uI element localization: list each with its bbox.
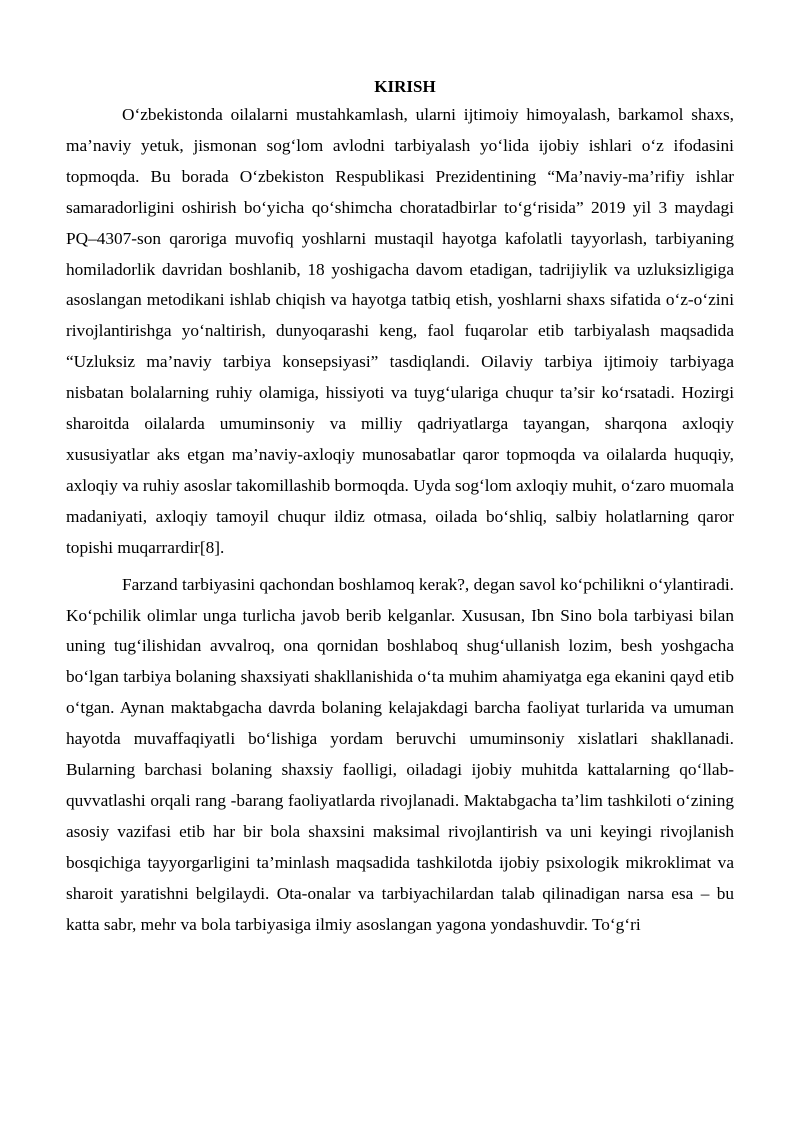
paragraph-1: O‘zbekistonda oilalarni mustahkamlash, ularni ijtimoiy himoyalash, barkamol shaxs, ma’naviy yetuk, jismonan sog‘lom avlodni tarbiyalash yo‘lida ijobiy ishlari o‘z ifodasini topmoqda. Bu borada O‘zbekiston Respublikasi Prezidentining “Ma’naviy-ma’rifiy ishlar samaradorligini oshirish bo‘yicha qo‘shimcha choratadbirlar to‘g‘risida” 2019 yil 3 maydagi PQ–4307-son qaroriga muvofiq yoshlarni mustaqil hayotga kafolatli tayyorlash, tarbiyaning homiladorlik davridan boshlanib, 18 yoshigacha davom etadigan, tadrijiylik va uzluksizligiga asoslangan metodikani ishlab chiqish va hayotga tatbiq etish, yoshlarni shaxs sifatida o‘z-o‘zini rivojlantirishga yo‘naltirish, dunyoqarashi keng, faol fuqarolar etib tarbiyalash maqsadida “Uzluksiz ma’naviy tarbiya konsepsiyasi” tasdiqlandi. Oilaviy tarbiya ijtimoiy tarbiyaga nisbatan bolalarning ruhiy olamiga, hissiyoti va tuyg‘ulariga chuqur ta’sir ko‘rsatadi. Hozirgi sharoitda oilalarda umuminsoniy va milliy qadriyatlarga tayangan, sharqona axloqiy xususiyatlar aks etgan ma’naviy-axloqiy munosabatlar qaror topmoqda va oilalarda huquqiy, axloqiy va ruhiy asoslar takomillashib bormoqda. Uyda sog‘lom axloqiy muhit, o‘zaro muomala madaniyati, axloqiy tamoyil chuqur ildiz otmasa, oilada bo‘shliq, salbiy holatlarning qaror topishi muqarrardir[8]. <box>66 105 734 557</box>
paragraph-2: Farzand tarbiyasini qachondan boshlamoq kerak?, degan savol ko‘pchilikni o‘ylantiradi. Ko‘pchilik olimlar unga turlicha javob berib kelganlar. Xususan, Ibn Sino bola tarbiyasi bilan uning tug‘ilishidan avvalroq, ona qornidan boshlaboq shug‘ullanish lozim, besh yoshgacha bo‘lgan tarbiya bolaning shaxsiyati shakllanishida o‘ta muhim ahamiyatga ega ekanini qayd etib o‘tgan. Aynan maktabgacha davrda bolaning kelajakdagi barcha faoliyat turlarida va umuman hayotda muvaffaqiyatli bo‘lishiga yordam beruvchi umuminsoniy xislatlari shakllanadi. Bularning barchasi bolaning shaxsiy faolligi, oiladagi ijobiy muhitda kattalarning qo‘llab-quvvatlashi orqali rang -barang faoliyatlarda rivojlanadi. Maktabgacha ta’lim tashkiloti o‘zining asosiy vazifasi etib har bir bola shaxsini maksimal rivojlantirish va uni keyingi rivojlanish bosqichiga tayyorgarligini ta’minlash maqsadida tashkilotda ijobiy psixologik mikroklimat va sharoit yaratishni belgilaydi. Ota-onalar va tarbiyachilardan talab qilinadigan narsa esa – bu katta sabr, mehr va bola tarbiyasiga ilmiy asoslangan yagona yondashuvdir. To‘g‘ri <box>66 574 734 934</box>
document-body <box>66 74 734 940</box>
page-title: KIRISH <box>374 77 436 96</box>
